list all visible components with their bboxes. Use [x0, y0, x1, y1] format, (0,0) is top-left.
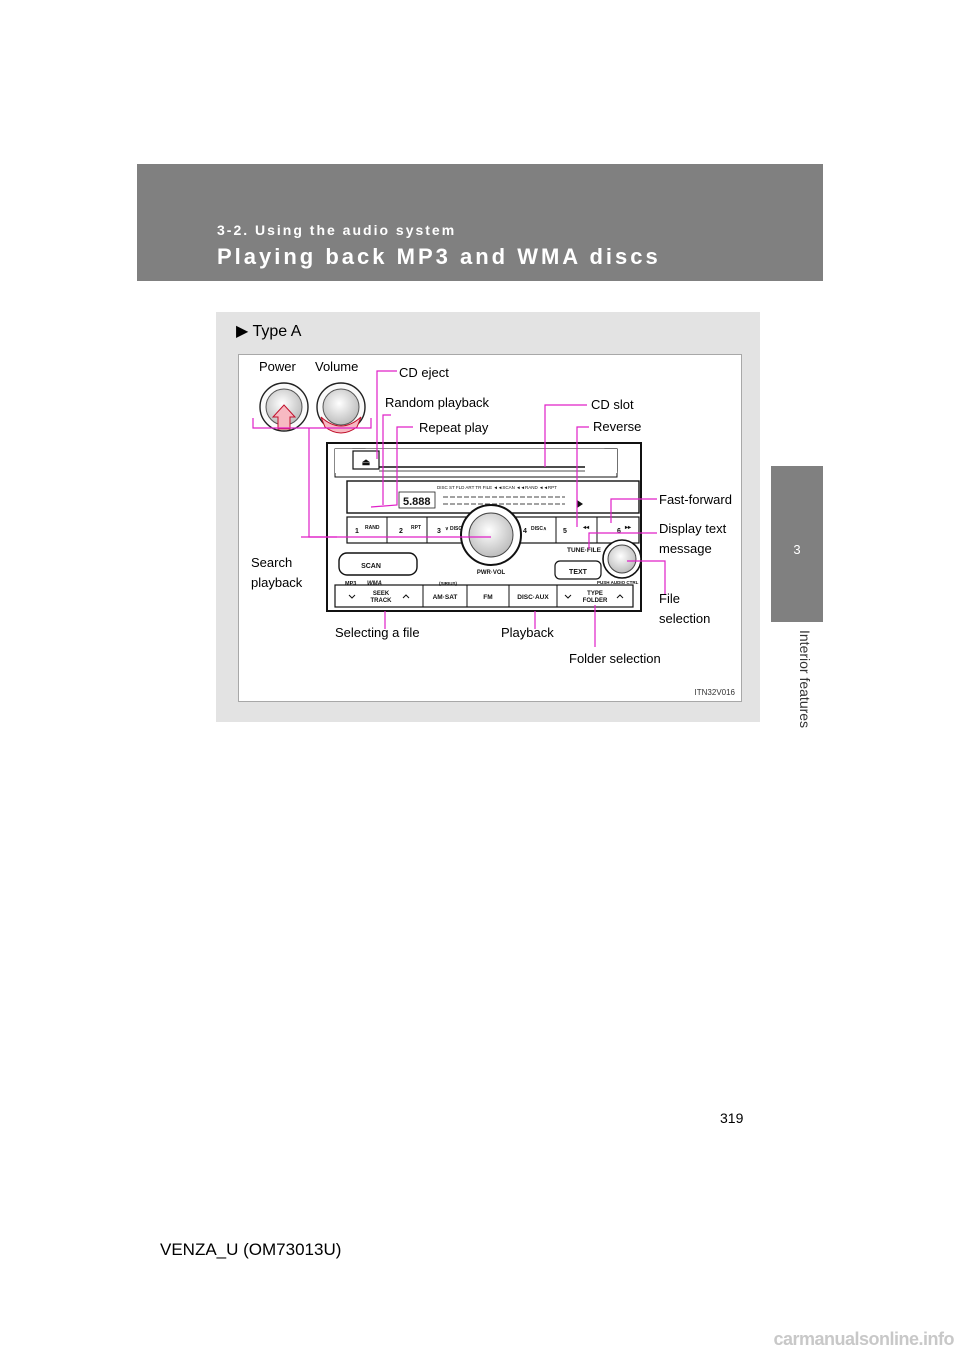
label-reverse: Reverse — [593, 419, 642, 434]
label-random-playback: Random playback — [385, 395, 490, 410]
label-fast-forward: Fast-forward — [659, 492, 732, 507]
text-button[interactable]: TEXT — [569, 569, 587, 576]
document-footer: VENZA_U (OM73013U) — [160, 1240, 342, 1259]
am-sat-button[interactable]: AM·SAT — [432, 594, 458, 601]
figure-code: ITN32V016 — [694, 688, 735, 697]
scan-button[interactable]: SCAN — [361, 563, 381, 570]
preset-3[interactable]: 3 — [437, 528, 441, 535]
preset-4[interactable]: 4 — [523, 528, 527, 535]
label-folder-selection: Folder selection — [569, 651, 661, 666]
label-selecting-file: Selecting a file — [335, 625, 420, 640]
push-audio-label: PUSH AUDIO CTRL — [597, 580, 639, 585]
disc-down-label: ∨ DISC — [445, 526, 462, 532]
disc-aux-button[interactable]: DISC·AUX — [517, 594, 549, 601]
type-label: ▶ Type A — [236, 323, 302, 340]
eject-button[interactable]: ⏏ — [361, 457, 371, 467]
label-search-2: playback — [251, 575, 303, 590]
preset-5[interactable]: 5 — [563, 528, 567, 535]
display-digits: 5.888 — [403, 496, 431, 508]
rpt-label: RPT — [411, 525, 421, 531]
label-playback: Playback — [501, 625, 554, 640]
preset-6[interactable]: 6 — [617, 528, 621, 535]
section-title: 3-2. Using the audio system — [217, 222, 457, 238]
watermark: carmanualsonline.info — [773, 1329, 954, 1349]
chapter-number: 3 — [793, 542, 801, 557]
page-title: Playing back MP3 and WMA discs — [217, 244, 661, 269]
tune-file-label: TUNE·FILE — [567, 547, 601, 554]
sirius-label: (SIRIUS) — [439, 581, 457, 586]
power-knob-icon — [260, 383, 308, 431]
audio-diagram — [238, 354, 742, 702]
label-file: File — [659, 591, 680, 606]
preset-1[interactable]: 1 — [355, 528, 359, 535]
disc-up-label: DISC∧ — [531, 526, 547, 532]
label-cd-slot: CD slot — [591, 397, 634, 412]
track-label: TRACK — [370, 598, 392, 604]
seek-label: SEEK — [372, 591, 390, 597]
chapter-label: Interior features — [797, 630, 813, 729]
label-power: Power — [259, 359, 296, 374]
preset-2[interactable]: 2 — [399, 528, 403, 535]
label-file-2: selection — [659, 611, 711, 626]
figure-panel — [216, 312, 760, 722]
mp3-logo: MP3 — [345, 581, 357, 587]
label-repeat-play: Repeat play — [419, 420, 489, 435]
label-display-text: Display text — [659, 521, 727, 536]
label-display-text-2: message — [659, 541, 712, 556]
chapter-tab[interactable] — [771, 466, 823, 622]
display-indicators: DISC ST FLD ART TR FILE ◄◄SCAN ◄◄RAND ◄◄RPT — [437, 485, 557, 490]
label-volume: Volume — [315, 359, 359, 374]
volume-knob-icon — [317, 383, 365, 433]
pwr-vol-label: PWR·VOL — [476, 570, 506, 576]
fast-forward-icon: ▸▸ — [625, 525, 632, 531]
wma-logo: WMA — [367, 581, 382, 587]
rand-label: RAND — [365, 525, 380, 531]
label-search: Search — [251, 555, 293, 570]
folder-label-btn: FOLDER — [582, 598, 608, 604]
chapter-header — [137, 164, 823, 281]
rewind-icon: ◂◂ — [583, 525, 590, 531]
page-number: 319 — [720, 1110, 744, 1126]
type-label-btn: TYPE — [587, 591, 603, 597]
fm-button[interactable]: FM — [483, 594, 493, 601]
label-cd-eject: CD eject — [399, 365, 449, 380]
